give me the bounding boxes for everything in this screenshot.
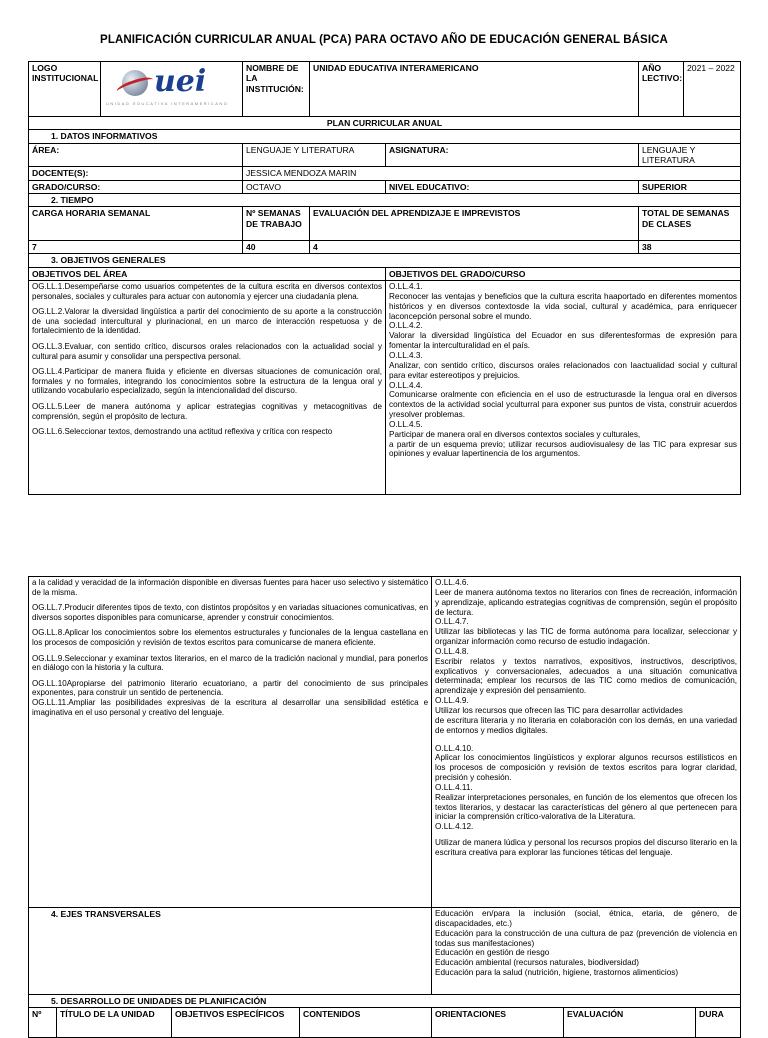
semanas-label: Nº SEMANAS DE TRABAJO	[243, 207, 310, 241]
objetivo-grado-text: Analizar, con sentido crítico, discursos orales relacionados con laactualidad social y cultural para evitar estereotipos y prejuicios.	[389, 360, 738, 380]
objetivo-grado-code: O.LL.4.4.	[389, 380, 423, 390]
eje-item: Educación en/para la inclusión (social, étnica, etaria, de género, de discapacidades, etc.)	[435, 909, 738, 928]
institution-label: NOMBRE DE LA INSTITUCIÓN:	[243, 62, 310, 117]
total-semanas-value: 38	[639, 241, 741, 254]
objetivo-grado-code: O.LL.4.12.	[435, 822, 474, 832]
asignatura-label: ASIGNATURA:	[386, 143, 639, 167]
objetivo-grado-code: O.LL.4.2.	[389, 321, 423, 331]
col-header-evaluacion: EVALUACIÓN	[564, 1008, 696, 1038]
semanas-value: 40	[243, 241, 310, 254]
objetivo-area-item: OG.LL.10Apropiarse del patrimonio literario ecuatoriano, a partir del conocimiento de sus principales exponentes, para construir un sentido de pertenencia.	[32, 678, 429, 698]
grado-label: GRADO/CURSO:	[29, 180, 243, 193]
objetivo-grado-code: O.LL.4.5.	[389, 419, 423, 429]
objetivo-grado-code: O.LL.4.11.	[435, 782, 473, 792]
objetivo-grado-text: a partir de un esquema previo; utilizar recursos audiovisualesy de las TIC para expresar sus opiniones y evaluar lapertinencia de los argumentos.	[389, 439, 738, 459]
logo-label: LOGO INSTITUCIONAL	[29, 62, 101, 117]
evaluacion-value: 4	[310, 241, 639, 254]
col-header-titulo: TÍTULO DE LA UNIDAD	[57, 1008, 172, 1038]
carga-label: CARGA HORARIA SEMANAL	[29, 207, 243, 241]
docente-label: DOCENTE(S):	[29, 167, 243, 180]
objetivo-grado-code: O.LL.4.1.	[389, 282, 423, 292]
objetivo-grado-text: Aplicar los conocimientos lingüísticos y explorar algunos recursos estilísticos en los procesos de composición y revisión de textos escritos para lograr claridad, precisión y cohesión.	[435, 753, 738, 783]
logo-subtext: UNIDAD EDUCATIVA INTERAMERICANO	[106, 100, 229, 106]
ejes-transversales-list	[432, 908, 741, 995]
evaluacion-label: EVALUACIÓN DEL APRENDIZAJE E IMPREVISTOS	[310, 207, 639, 241]
objetivo-area-item: OG.LL.11.Ampliar las posibilidades expresivas de la escritura al desarrollar una sensibilidad estética e imaginativa en el uso personal y creativo del lenguaje.	[32, 697, 429, 717]
section3-heading: 3. OBJETIVOS GENERALES	[29, 254, 741, 267]
objetivo-grado-code: O.LL.4.6.	[435, 578, 469, 587]
institution-name: UNIDAD EDUCATIVA INTERAMERICANO	[310, 62, 639, 117]
plan-title: PLAN CURRICULAR ANUAL	[29, 117, 741, 130]
pca-table-page1	[28, 61, 741, 495]
eje-item: Educación en gestión de riesgo	[435, 948, 550, 958]
objetivos-grado-cell-cont	[432, 577, 741, 908]
objetivo-area-item: OG.LL.8.Aplicar los conocimientos sobre los elementos estructurales y funcionales de la lengua castellana en los procesos de composición y revisión de textos escritos para comunicarse de manera eficiente.	[32, 628, 429, 647]
col-header-orientaciones: ORIENTACIONES	[432, 1008, 564, 1038]
objetivos-grado-header: OBJETIVOS DEL GRADO/CURSO	[386, 267, 741, 280]
total-semanas-label: TOTAL DE SEMANAS DE CLASES	[639, 207, 741, 241]
objetivo-grado-code: O.LL.4.8.	[435, 646, 469, 656]
objetivo-grado-code: O.LL.4.3.	[389, 350, 423, 360]
institution-logo	[101, 62, 243, 117]
nivel-label: NIVEL EDUCATIVO:	[386, 180, 639, 193]
section1-heading: 1. DATOS INFORMATIVOS	[29, 130, 741, 143]
area-value: LENGUAJE Y LITERATURA	[243, 143, 386, 167]
objetivo-grado-code: O.LL.4.9.	[435, 696, 469, 706]
objetivo-area-item: OG.LL.2.Valorar la diversidad lingüística a partir del conocimiento de su aporte a la construcción de una sociedad intercultural y plurinacional, en un marco de interacción respetuosa y de fortalecimiento de la identidad.	[32, 307, 382, 336]
carga-value: 7	[29, 241, 243, 254]
eje-item: Educación para la construcción de una cultura de paz (prevención de violencia en todas sus manifestaciones)	[435, 928, 738, 948]
eje-item: Educación ambiental (recursos naturales, biodiversidad)	[435, 958, 639, 968]
objetivo-grado-text: Utilizar de manera lúdica y personal los recursos propios del discurso literario en la escritura creativa para explorar las funciones téticas del lenguaje.	[435, 838, 738, 857]
year-value: 2021 – 2022	[684, 62, 741, 117]
grado-value: OCTAVO	[243, 180, 386, 193]
objetivo-area-item: OG.LL.3.Evaluar, con sentido crítico, discursos orales relacionados con la actualidad social y cultural para asumir y consolidar una perspectiva personal.	[32, 342, 382, 361]
objetivos-area-cell	[29, 281, 386, 495]
objetivo-area-item: OG.LL.6.Seleccionar textos, demostrando una actitud reflexiva y crítica con respecto	[32, 427, 333, 437]
objetivo-grado-text: Participar de manera oral en diversos contextos sociales y culturales,	[389, 429, 641, 439]
page-title: PLANIFICACIÓN CURRICULAR ANUAL (PCA) PARA OCTAVO AÑO DE EDUCACIÓN GENERAL BÁSICA	[100, 34, 668, 46]
logo-text: uei	[154, 63, 207, 99]
objetivo-grado-text: Leer de manera autónoma textos no literarios con fines de recreación, información y aprendizaje, aplicando estrategias cognitivas de comprensión, según el propósito de lectura.	[435, 587, 738, 617]
objetivo-grado-text: Comunicarse oralmente con eficiencia en el uso de estructurasde la lengua oral en diversos contextos de la actividad social yculturral para exponer sus puntos de vista, construir acuerdos yresolver problemas.	[389, 390, 738, 420]
objetivo-area-item: OG.LL.5.Leer de manera autónoma y aplicar estrategias cognitivas y metacognitivas de comprensión, según el propósito de lectura.	[32, 402, 382, 421]
col-header-duracion: DURA	[696, 1008, 741, 1038]
objetivo-grado-code: O.LL.4.10.	[435, 743, 474, 753]
col-header-numero: Nº	[29, 1008, 57, 1038]
objetivo-area-item: OG.LL.9.Seleccionar y examinar textos literarios, en el marco de la tradición nacional y mundial, para ponerlos en diálogo con la historia y la cultura.	[32, 653, 429, 673]
objetivo-area-item: a la calidad y veracidad de la información disponible en diversas fuentes para hacer uso selectivo y sistemático de la misma.	[32, 578, 429, 597]
area-label: ÁREA:	[29, 143, 243, 167]
section2-heading: 2. TIEMPO	[29, 193, 741, 206]
year-label: AÑO LECTIVO:	[639, 62, 684, 117]
col-header-contenidos: CONTENIDOS	[300, 1008, 432, 1038]
pca-table-page2	[28, 576, 741, 1038]
section5-heading: 5. DESARROLLO DE UNIDADES DE PLANIFICACIÓN	[29, 995, 741, 1008]
docente-value: JESSICA MENDOZA MARIN	[243, 167, 741, 180]
objetivo-grado-text: Utilizar los recursos que ofrecen las TIC para desarrollar actividades	[435, 705, 683, 715]
col-header-objetivos: OBJETIVOS ESPECÍFICOS	[172, 1008, 300, 1038]
objetivos-area-header: OBJETIVOS DEL ÁREA	[29, 267, 386, 280]
objetivo-grado-text: Realizar interpretaciones personales, en función de los elementos que ofrecen los textos literarios, y destacar las características del género al que pertenecen para iniciar la comprensión crítico-valorativa de la Literatura.	[435, 792, 738, 822]
objetivo-grado-code: O.LL.4.7.	[435, 617, 469, 627]
asignatura-value: LENGUAJE Y LITERATURA	[639, 143, 741, 167]
eje-item: Educación para la salud (nutrición, higiene, trastornos alimenticios)	[435, 968, 679, 978]
objetivo-grado-text: de escritura literaria y no literaria en colaboración con los demás, en una variedad de entornos y medios digitales.	[435, 715, 738, 735]
objetivo-grado-text: Valorar la diversidad lingüística del Ecuador en sus diferentesformas de expresión para fomentar la interculturalidad en el país.	[389, 331, 738, 351]
nivel-value: SUPERIOR	[639, 180, 741, 193]
objetivos-grado-cell	[386, 281, 741, 495]
objetivo-grado-text: Reconocer las ventajas y beneficios que la cultura escrita haaportado en diferentes momentos históricos y en diversos contextosde la vida social, cultural y académica, para enriquecer laconcepción personal sobre el mundo.	[389, 291, 738, 321]
objetivo-area-item: OG.LL.4.Participar de manera fluida y eficiente en diversas situaciones de comunicación oral, formales y no formales, integrando los conocimientos sobre la estructura de la lengua oral y utilizando vocabulario especializado, según la intencionalidad del discurso.	[32, 367, 382, 396]
objetivo-area-item: OG.LL.1.Desempeñarse como usuarios competentes de la cultura escrita en diversos contextos personales, sociales y culturales para actuar con autonomía y ejercer una ciudadanía plena.	[32, 282, 382, 301]
objetivo-area-item: OG.LL.7.Producir diferentes tipos de texto, con distintos propósitos y en variadas situaciones comunicativas, en diversos soportes disponibles para comunicarse, aprender y construir conocimientos.	[32, 603, 429, 622]
section4-heading: 4. EJES TRANSVERSALES	[29, 908, 432, 995]
objetivos-area-cell-cont	[29, 577, 432, 908]
objetivo-grado-text: Escribir relatos y textos narrativos, expositivos, instructivos, descriptivos, explicativos y conversacionales, adecuados a una situación comunicativa determinada; emplear los recursos de las TIC como medios de comunicación, aprendizaje y expresión del pensamiento.	[435, 656, 738, 696]
objetivo-grado-text: Utilizar las bibliotecas y las TIC de forma autónoma para localizar, seleccionar y organizar información como recurso de estudio indagación.	[435, 627, 738, 647]
